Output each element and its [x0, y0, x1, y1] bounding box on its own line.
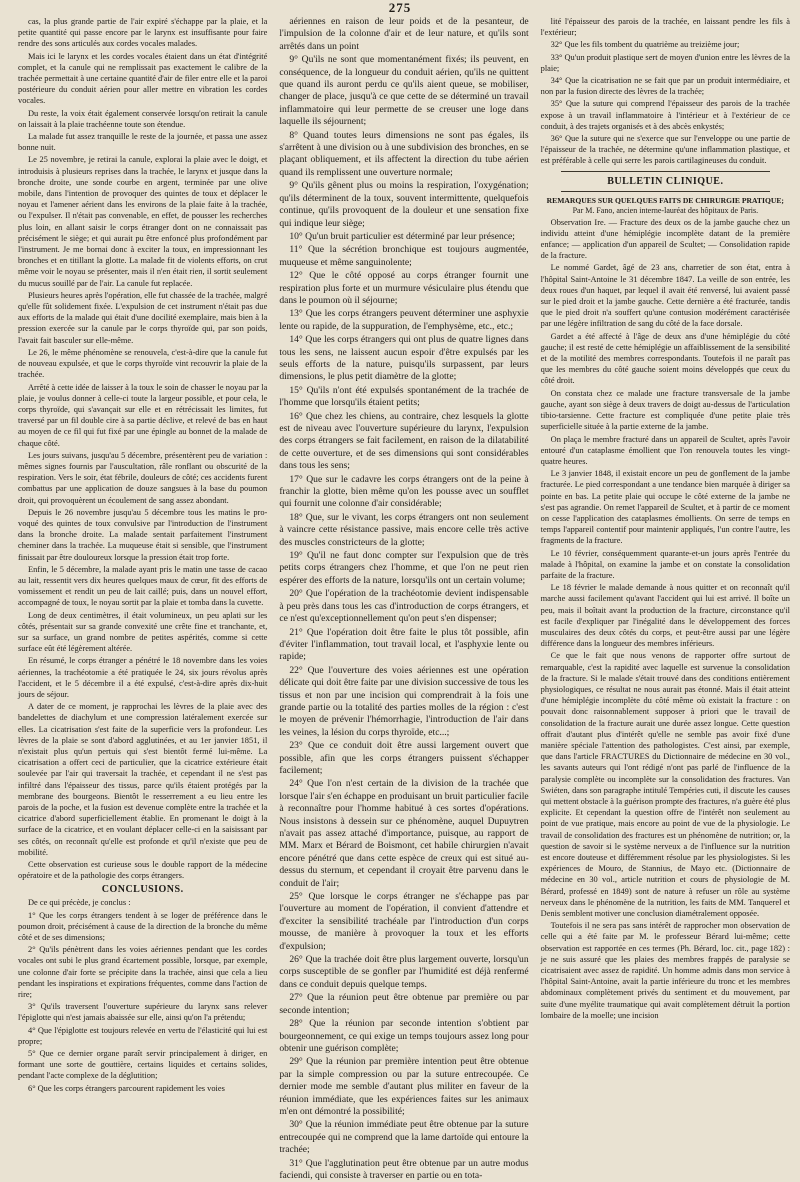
conclusion-item: 11° Que la sécrétion bronchique est toujours augmentée, muqueuse et même sanguinolente; [279, 244, 529, 268]
article-paragraph: On plaça le membre fracturé dans un appareil de Scultet, après l'avoir entouré d'un cataplasme émollient que l'on renouvela toutes les vingt-quatre heures. [540, 434, 790, 466]
article-paragraph: Le 18 février le malade demande à nous quitter et on reconnaît qu'il marche aussi facilement qu'avant l'accident qui lui est arrivé. Il boîte un peu, mais il boîtait avant la production de la fracture, circonstance qu'il est facile d'expliquer par l'inégalité dans le développement des forces musculaires des deux côtés du corps, et peut-être aussi par une légère différence dans la longueur des membres inférieurs. [540, 583, 790, 649]
conclusion-item: 13° Que les corps étrangers peuvent déterminer une asphyxie lente ou rapide, de la suppuration, de l'emphysème, etc., etc.; [279, 308, 529, 332]
conclusion-item: 36° Que la suture qui ne s'exerce que sur l'enveloppe ou une partie de l'épaisseur de la trachée, ne détermine qu'une inflammation plastique, et est préférable à celle qui serre les parois cartilagineuses du conduit. [540, 134, 790, 166]
conclusion-item: 29° Que la réunion par première intention peut être obtenue par la simple compression ou par la suture entrecoupée. Ce dernier mode me semble d'autant plus militer en faveur de la réunion immédiate, que les expériences faites sur les animaux m'en ont démontré la possibilité; [279, 1056, 529, 1117]
article-paragraph: Le 3 janvier 1848, il existait encore un peu de gonflement de la jambe fracturée. Le pied correspondant a une tendance bien marquée à diriger sa pointe en bas. La petite plaie qui occupe le côté externe de la jambe ne s'est pas agrandie. On remet l'appareil de Scultet, et à partir de ce moment on cesse l'application des cataplasmes émollients. On serre de temps en temps l'appareil contentif pour maintenir appliqués, l'un contre l'autre, les fragments de la fracture. [540, 469, 790, 546]
conclusion-item: 35° Que la suture qui comprend l'épaisseur des parois de la trachée expose à un travail inflammatoire à l'intérieur et à l'extérieur de ce conduit, à des trajets organisés et à des abcès enkystés; [540, 99, 790, 131]
conclusion-item: 3° Qu'ils traversent l'ouverture supérieure du larynx sans relever l'épiglotte qui n'est jamais abaissée sur elle, ainsi qu'on l'a prétendu; [18, 1002, 268, 1023]
conclusion-item: 2° Qu'ils pénètrent dans les voies aériennes pendant que les cordes vocales ont subi le plus grand écartement possible, lorsque, par exemple, une colonne d'air forte se précipite dans la trachée, ainsi que cela a lieu pendant les inspirations et expirations fréquentes, comme dans l'action de rire; [18, 945, 268, 1000]
paragraph: Depuis le 26 novembre jusqu'au 5 décembre tous les matins le pro-voqué des quintes de toux convulsive par l'introduction de l'instrument dans la bronche droite. La malade sentait parfaitement l'instrument cheminer dans la trachée. La muqueuse était si sensible, que l'instrument finissait par être douloureux lorsque la pression était trop forte. [18, 507, 268, 562]
paragraph: Arrêté à cette idée de laisser à la toux le soin de chasser le noyau par la plaie, je voulus donner à celle-ci toute la largeur possible, et pour cela, le corps thyroïde, qui s'avançait sur elle et en rétrécissait les limites, fut traversé par un fil double cire à sa partie déclive, et relevé de bas en haut au moyen de ce fil qui fut fixé par une épingle au bonnet de la malade de chaque côté. [18, 382, 268, 448]
paragraph: Enfin, le 5 décembre, la malade ayant pris le matin une tasse de cacao au lait, ressentit vers dix heures quelques maux de cœur, fit des efforts de vomissement et rendit un peu de lait caillé; puis, dans un nouvel effort, accompagné de toux, le noyau sortit par la plaie et tomba dans la cuvette. [18, 564, 268, 608]
paragraph: Les jours suivans, jusqu'au 5 décembre, présentèrent peu de variation : mêmes signes fournis par l'auscultation, râle ronflant ou obscurité de la respiration. Vers le soir, état fébrile, douleurs de côté; ces accidents furent combattus par une application de douze sangsues à la base du poumon droit, qui provoquèrent un écoulement de sang assez abondant. [18, 450, 268, 505]
conclusion-item: 14° Que les corps étrangers qui ont plus de quatre lignes dans tous les sens, ne laissent aucun espoir d'être expulsés par les seuls efforts de la nature, puisqu'ils surpassent, par leurs dimensions, le plus petit diamètre de la glotte; [279, 334, 529, 383]
paragraph: Mais ici le larynx et les cordes vocales étaient dans un état d'intégrité complet, et la canule qui ne remplissait pas exactement le calibre de la trachée permettait à une certaine quantité d'air de filer entre elle et la paroi postérieure du conduit aérien pour aller mettre en vibration les cordes vocales. [18, 51, 268, 106]
article-paragraph: Observation Ire. — Fracture des deux os de la jambe gauche chez un individu atteint d'une hémiplégie incomplète datant de la première enfance; — application d'un appareil de Scultet; — Consolidation rapide de la fracture. [540, 217, 790, 261]
column-2 [279, 16, 529, 1181]
conclusion-item: aériennes en raison de leur poids et de la pesanteur, de l'impulsion de la colonne d'air et de leur nature, et qu'ils sont arrêtés dans un point [279, 16, 529, 52]
paragraph: Cette observation est curieuse sous le double rapport de la médecine opératoire et de la pathologie des corps étrangers. [18, 860, 268, 881]
conclusion-item: lité l'épaisseur des parois de la trachée, en laissant pendre les fils à l'extérieur; [540, 17, 790, 38]
paragraph: A dater de ce moment, je rapprochai les lèvres de la plaie avec des bandelettes de diachylum et une compression latéralement exercée sur elles. La cicatrisation s'est faite de la superficie vers la profondeur. Les lèvres de la plaie se sont d'abord agglutinées, et au 1er janvier 1851, il n'existait plus qu'un pertuis qui s'est bientôt fermé lui-même. La cicatrisation a offert ceci de particulier, que la cicatrice extérieure était soulevée par l'air qui traversait la trachée, et cependant il ne s'est pas infiltré dans l'épaisseur des tissus, parce qu'ils étaient protégés par la membrane des bourgeons. Bientôt le resserrement a eu lieu entre les parois de la poche, et la fusion est devenue complète entre la trachée et la cicatrice d'abord superficiellement établie. En promenant le doigt à la surface de la cicatrice, et en voulant déplacer celle-ci en la saisissant par ses côtés, on reconnaît qu'elle est profonde et qu'il n'existe que peu de mobilité. [18, 702, 268, 857]
conclusion-item: 33° Qu'un produit plastique sert de moyen d'union entre les lèvres de la plaie; [540, 52, 790, 73]
page-number: 275 [388, 0, 412, 15]
conclusion-item: 17° Que sur le cadavre les corps étrangers ont de la peine à franchir la glotte, bien même qu'on les pousse avec un soufflet qui fournit une colonne d'air considérable; [279, 473, 529, 510]
conclusion-item: 20° Que l'opération de la trachéotomie devient indispensable à peu près dans tous les cas d'introduction de corps étrangers, et ce n'est qu'exceptionnellement qu'on peut s'en dispenser; [279, 588, 529, 625]
article-paragraph: Toutefois il ne sera pas sans intérêt de rapprocher mon observation de celle qui a été faite par M. le professeur Bérard lui-même; cette observation est rapportée en ces termes (Ph. Bérard, loc. cit., page 182) : je ne suis assuré que les plaies des membres frappés de paralysie se cicatrisaient avec assez de rapidité. Un homme admis dans mon service à l'hôpital Saint-Antoine, avait la partie inférieure du tronc et les membres abdominaux complètement privés du sentiment et du mouvement, par suite d'une myélite traumatique qui avait complètement détruit la portion lombaire de la moelle; une incision [540, 921, 790, 1020]
conclusion-item: 4° Que l'épiglotte est toujours relevée en vertu de l'élasticité qui lui est propre; [18, 1025, 268, 1046]
column-1 [18, 16, 267, 1097]
conclusion-item: 18° Que, sur le vivant, les corps étrangers ont non seulement à vaincre cette résistance passive, mais encore celle très active des muscles constricteurs de la glotte; [279, 511, 529, 548]
article-paragraph: On constata chez ce malade une fracture transversale de la jambe gauche, ayant son siège à deux travers de doigt au-dessus de l'articulation tibio-tarsienne. Cette fracture est compliquée d'une petite plaie très superficielle située à la partie externe de la jambe. [540, 388, 790, 432]
paragraph: Plusieurs heures après l'opération, elle fut chassée de la trachée, malgré qu'elle fût solidement fixée. L'expulsion de cet instrument n'était pas due aux efforts de la malade qui était d'une docilité exemplaire, mais bien à la pression exercée sur la canule par le corps thyroïde qui, par son poids, l'avait fait basculer sur elle-même. [18, 290, 268, 345]
article-paragraph: Le nommé Gardet, âgé de 23 ans, charretier de son état, entra à l'hôpital Saint-Antoine le 31 décembre 1847. La veille de son entrée, les deux roues d'un haquet, par lequel il avait été renversé, lui avaient passé sur le pied droit et la jambe gauche. Cette dernière a été fracturée, tandis que le pied droit n'a souffert qu'une contusion modérément caractérisée par une légère infiltration de sang du côté de la face dorsale. [540, 263, 790, 329]
conclusion-item: 19° Qu'il ne faut donc compter sur l'expulsion que de très petits corps étrangers chez l'homme, et que l'on ne peut rien espérer des efforts de la nature, lorsqu'ils ont un certain volume; [279, 550, 529, 586]
conclusion-item: 24° Que l'on n'est certain de la division de la trachée que lorsque l'air s'en échappe en produisant un bruit particulier facile à reconnaître pour l'homme habitué à ces sortes d'opérations. Nous insistons à dessein sur ce phénomène, auquel Dupuytren n'avait pas assez attaché d'importance, puisque, au rapport de MM. Marx et Bérard de Boismont, cet habile chirurgien n'avait encore pénétré que dans cette espèce de creux qui est situé au-dessus du sternum, et cependant il croyait être parvenu dans le conduit de l'air; [279, 778, 529, 889]
paragraph: Le 25 novembre, je retirai la canule, explorai la plaie avec le doigt, et introduisis à plusieurs reprises dans la trachée, le larynx et jusque dans la bronche droite, une sonde courbe en argent, terminée par une olive mobile, dans l'intention de provoquer des quintes de toux et déplacer le noyau et l'amener aérient dans les environs de la plaie faite à la trachée, ou l'expulser. Il n'était pas convenable, en effet, de pousser les recherches plus loin, en allant saisir le corps étranger dont on ne connaissait pas précisément le siège; et qui aurait pu être enfoncé plus profondément par l'instrument. Je me bornai donc à exciter la toux, en impressionnant les bronches et en titillant la glotte. La malade fit de violents efforts, on crut même voir le noyau se présenter, mais il n'en était rien, il sortit seulement du mucus souillé par de l'air. La canule fut replacée. [18, 155, 268, 288]
section-divider [561, 191, 770, 192]
conclusion-item: 25° Que lorsque le corps étranger ne s'échappe pas par l'ouverture au moment de l'opération, il convient d'attendre et d'exciter la sensibilité trachéale par l'introduction d'un corps mousse, de manière à provoquer la toux et les efforts d'expulsion; [279, 891, 529, 952]
conclusion-item: 27° Que la réunion peut être obtenue par première ou par seconde intention; [279, 992, 529, 1016]
conclusion-item: 21° Que l'opération doit être faite le plus tôt possible, afin d'éviter l'inflammation, tout travail local, et l'asphyxie lente ou rapide; [279, 626, 529, 663]
paragraph: La malade fut assez tranquille le reste de la journée, et passa une assez bonne nuit. [18, 132, 268, 153]
article-byline: Par M. Fano, ancien interne-lauréat des hôpitaux de Paris. [572, 205, 759, 215]
paragraph: En résumé, le corps étranger a pénétré le 18 novembre dans les voies aériennes, la trachéotomie a été pratiquée le 24, six jours révolus après l'accident, et le 5 décembre il a été expulsé, c'est-à-dire après dix-huit jours de séjour. [18, 656, 268, 699]
conclusion-item: 34° Que la cicatrisation ne se fait que par un produit intermédiaire, et non par la fusion directe des lèvres de la trachée; [540, 76, 790, 97]
conclusion-item: 30° Que la réunion immédiate peut être obtenue par la suture entrecoupée qui ne comprend que la lame dartoïde qui entoure la trachée; [279, 1119, 529, 1156]
conclusion-item: 10° Qu'un bruit particulier est déterminé par leur présence; [289, 230, 515, 242]
article-paragraph: Le 10 février, conséquemment quarante-et-un jours après l'entrée du malade à l'hôpital, on examine la jambe et on constate la consolidation parfaite de la fracture. [540, 548, 790, 580]
conclusion-item: 31° Que l'agglutination peut être obtenue par un autre modus faciendi, qui consiste à traverser en partie ou en tota- [279, 1157, 529, 1181]
conclusion-item: 12° Que le côté opposé au corps étranger fournit une respiration plus forte et un murmure vésiculaire plus étendu que dans le poumon où il séjourne; [279, 270, 529, 306]
conclusion-item: 26° Que la trachée doit être plus largement ouverte, lorsqu'un corps susceptible de se gonfler par l'humidité est déjà renfermé dans ce conduit depuis quelque temps. [279, 954, 529, 990]
section-divider [561, 171, 770, 172]
conclusion-item: 6° Que les corps étrangers parcourent rapidement les voies [28, 1083, 225, 1093]
conclusion-item: De ce qui précède, je conclus : [28, 898, 131, 908]
conclusion-item: 32° Que les fils tombent du quatrième au treizième jour; [550, 40, 740, 50]
paragraph: cas, la plus grande partie de l'air expiré s'échappe par la plaie, et la petite quantité qui passe encore par le larynx est insuffisante pour faire rendre des sons articulés aux cordes vocales malades. [18, 17, 268, 49]
article-subheading: REMARQUES SUR QUELQUES FAITS DE CHIRURGIE PRATIQUE; [546, 195, 784, 205]
paragraph: Long de deux centimètres, il était volumineux, un peu aplati sur les côtés, présentait sur sa grande convexité une crête fine et tranchante, et, sur sa surface, un grand nombre de petites aspérités, comme si cette surface eût été légèrement altérée. [18, 610, 268, 654]
conclusion-item: 23° Que ce conduit doit être aussi largement ouvert que possible, afin que les corps étrangers puissent s'échapper facilement; [279, 740, 529, 776]
conclusion-item: 15° Qu'ils n'ont été expulsés spontanément de la trachée de l'homme que lorsqu'ils étaient petits; [279, 384, 529, 409]
paragraph: Le 26, le même phénomène se renouvela, c'est-à-dire que la canule fut de nouveau expulsée, et que le corps thyroïde vint recouvrir la plaie de la trachée. [18, 347, 268, 380]
conclusion-item: 28° Que la réunion par seconde intention s'obtient par bourgeonnement, ce qui exige un temps toujours assez long pour obtenir une guérison complète; [279, 1018, 529, 1054]
conclusions-heading: CONCLUSIONS. [101, 884, 184, 896]
paragraph: Du reste, la voix était également conservée lorsqu'on retirait la canule on laissait à la plaie trachéenne toute son étendue. [18, 108, 268, 129]
conclusion-item: 16° Que chez les chiens, au contraire, chez lesquels la glotte est de niveau avec l'ouverture supérieure du larynx, l'expulsion des corps étrangers se fait facilement, en raison de la dilatabilité de cette ouverture, et de ses dimensions qui sont considérables dans tous les sens; [279, 410, 529, 472]
article-paragraph: Gardet a été affecté à l'âge de deux ans d'une hémiplégie du côté gauche; il est resté de cette hémiplégie un affaiblissement de la sensibilité et de la motilité des membres correspondants. Toutefois il ne paraît pas que les membres du côté gauche soient moins développés que ceux du côté droit. [540, 331, 790, 386]
columns [18, 16, 790, 1181]
conclusion-item: 9° Qu'ils gênent plus ou moins la respiration, l'oxygénation; qu'ils déterminent de la toux, souvent intermittente, quelquefois continue, qu'ils provoquent de la douleur et une sensation fixe qui indique leur siège; [279, 180, 529, 229]
conclusion-item: 5° Que ce dernier organe paraît servir principalement à diriger, en formant une sorte de gouttière, certains liquides et certains solides, pendant l'acte complexe de la déglutition; [18, 1049, 268, 1081]
conclusion-item: 22° Que l'ouverture des voies aériennes est une opération délicate qui doit être faite par une division successive de tous les tissus et non par une incision qui comprendrait à la fois une grande partie ou la totalité des parties molles de la région : c'est le moyen de prévenir l'hémorrhagie, l'introduction de l'air dans les veines, la lésion du corps thyroïde, etc...; [279, 664, 529, 738]
article-paragraph: Ce que le fait que nous venons de rapporter offre surtout de remarquable, c'est la rapidité avec laquelle est survenue la consolidation de la fracture. Si le malade s'était trouvé dans des conditions entièrement physiologiques, ce résultat ne nous aurait pas étonné. Mais il était atteint d'une hémiplégie incomplète du côté même où existait la fracture : on pouvait donc raisonnablement supposer à priori que le travail de consolidation de la fracture aurait une durée assez longue. Cette question offrait d'autant plus d'intérêt qu'elle ne semble pas avoir fixé d'une manière spéciale l'attention des pathologistes. C'est ainsi, par exemple, que dans l'article FRACTURES du Dictionnaire de médecine en 30 vol., les savants auteurs qui l'ont rédigé n'ont pas parlé de l'influence de la paralysie complète ou incomplète sur la consolidation des fractures. Van Swiéten, dans son paragraphe intitulé Tempéries cuti, il discute les causes qui mettent obstacle à la guérison prompte des fractures, n'a guère été plus explicite. Et cependant la question offre de l'intérêt non seulement au point de vue pratique, mais encore au point de vue de la physiologie. Le travail de consolidation des fractures est un phénomène de nutrition; or, la question de savoir si le système nerveux a de l'influence sur la nutrition est encore douteuse et différemment résolue par les physiologistes. Si les expériences de Mouro, de Stannius, de Mayo etc. (Dictionnaire de médecine en 30 vol., article nutrition et cours de physiologie de M. Bérard, professé en 1849) sont de nature à refuser un rôle au système nerveux dans le phénomène de la nutrition, les faits de MM. Tanquerel et Denis semblent motiver une conclusion diamétralement opposée. [540, 651, 790, 919]
column-3 [541, 16, 790, 1097]
conclusion-item: 8° Quand toutes leurs dimensions ne sont pas égales, ils s'arrêtent à une division ou à une subdivision des bronches, en se plaçant obliquement, et ils affectent la direction du tube aérien quand ils remplissent une ouverture normale; [279, 129, 529, 178]
conclusion-item: 1° Que les corps étrangers tendent à se loger de préférence dans le poumon droit, précisément à cause de la direction de la bronche du même côté et de ses dimensions; [18, 910, 268, 943]
bulletin-heading: BULLETIN CLINIQUE. [607, 175, 724, 187]
conclusion-item: 9° Qu'ils ne sont que momentanément fixés; ils peuvent, en conséquence, de la longueur du conduit aérien, qu'ils ne quittent que quand ils auront perdu ce qu'ils aient queue, se mobiliser, changer de place, jusqu'à ce que cette de se déterminé un travail inflammatoire qui leur permette de se creuser une loge dans laquelle ils séjournent; [279, 54, 529, 128]
